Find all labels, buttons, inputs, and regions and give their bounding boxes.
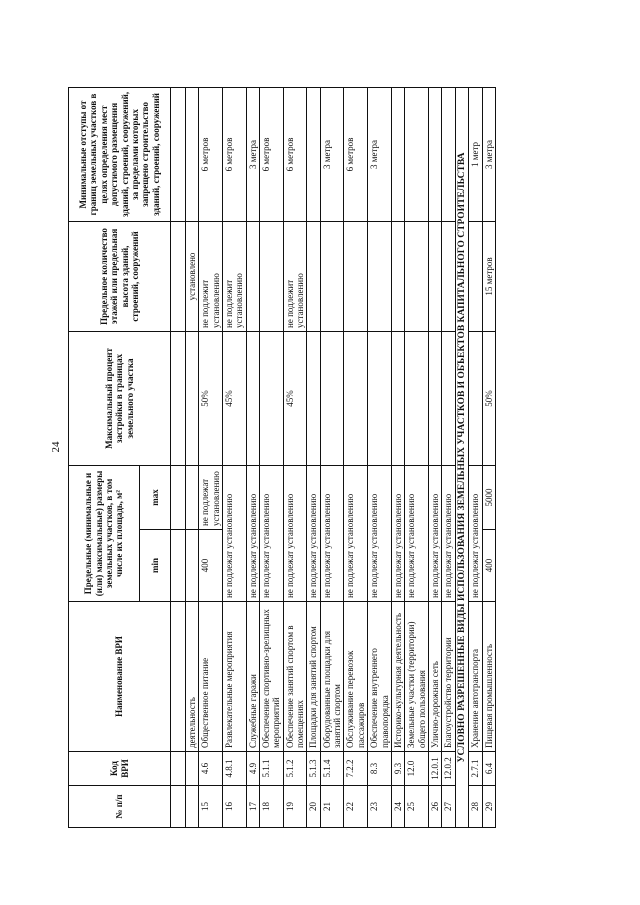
- cell-height: [320, 221, 344, 331]
- cell-setback: 3 метра: [368, 87, 392, 221]
- cell-percent: 45%: [283, 331, 307, 465]
- cell-name: Обеспечение спортивно-зрелищных мероприятий: [260, 602, 284, 752]
- table-row: [320, 87, 344, 827]
- table-row: [405, 87, 429, 827]
- header-percent: Максимальный процент застройки в границах земельного участка: [69, 331, 171, 465]
- cell-max: не подлежат установлению: [199, 465, 223, 529]
- cell-setback: [442, 87, 455, 221]
- cell-min-max: не подлежат установлению: [344, 465, 368, 601]
- cell-min-max: не подлежат установлению: [223, 465, 247, 601]
- cell-percent: [186, 331, 199, 465]
- cell-setback: 3 метра: [482, 87, 495, 221]
- cell-code: 5.1.3: [307, 752, 320, 786]
- cell-max: 5000: [482, 465, 495, 529]
- cell-num: 18: [260, 786, 284, 828]
- cell-name: Служебные гаражи: [246, 602, 259, 752]
- cell-num: 22: [344, 786, 368, 828]
- cell-code: 4.9: [246, 752, 259, 786]
- cell-code: 2.7.1: [469, 752, 482, 786]
- table-row: [482, 87, 495, 827]
- cell-name: Площадки для занятий спортом: [307, 602, 320, 752]
- cell-code: 8.3: [368, 752, 392, 786]
- cell-percent: [442, 331, 455, 465]
- cell-setback: 6 метров: [199, 87, 223, 221]
- cell-num: 24: [391, 786, 404, 828]
- cell-height: [469, 221, 482, 331]
- cell-percent: [320, 331, 344, 465]
- cell-num: 15: [199, 786, 223, 828]
- cell-min-max: не подлежат установлению: [260, 465, 284, 601]
- cell-code: 5.1.4: [320, 752, 344, 786]
- cell-percent: [307, 331, 320, 465]
- cell-height: не подлежит установлению: [283, 221, 307, 331]
- table-row-blank: [171, 87, 186, 827]
- header-code: Код ВРИ: [69, 752, 171, 786]
- cell-percent: 45%: [223, 331, 247, 465]
- cell-min-max: не подлежат установлению: [368, 465, 392, 601]
- table-row: [428, 87, 441, 827]
- cell-height: [246, 221, 259, 331]
- header-setback: Минимальные отступы от границ земельных участков в целях определения мест допустимого размещения зданий, строений, сооружений, за пределами которых запрещено строительство зданий, строений, сооружений: [69, 87, 171, 221]
- table-row: [442, 87, 455, 827]
- cell-num: 17: [246, 786, 259, 828]
- cell-percent: [246, 331, 259, 465]
- cell-code: 4.6: [199, 752, 223, 786]
- table-row: [307, 87, 320, 827]
- section-title: УСЛОВНО РАЗРЕШЕННЫЕ ВИДЫ ИСПОЛЬЗОВАНИЯ ЗЕМЕЛЬНЫХ УЧАСТКОВ И ОБЪЕКТОВ КАПИТАЛЬНОГО СТРОИТЕЛЬСТВА: [455, 87, 469, 827]
- table-row: [199, 87, 223, 827]
- table-row: [260, 87, 284, 827]
- cell-name: Улично-дорожная сеть: [428, 602, 441, 752]
- table-row: [223, 87, 247, 827]
- table-row: [391, 87, 404, 827]
- cell-percent: [469, 331, 482, 465]
- cell-min-max: не подлежат установлению: [320, 465, 344, 601]
- table-row: [368, 87, 392, 827]
- cell-height: [428, 221, 441, 331]
- cell-min: [186, 530, 199, 602]
- cell-num: 19: [283, 786, 307, 828]
- header-name: Наименование ВРИ: [69, 602, 171, 752]
- section-row: [455, 87, 469, 827]
- cell-name: Земельные участки (территории) общего пользования: [405, 602, 429, 752]
- cell-num: 29: [482, 786, 495, 828]
- cell-code: 5.1.2: [283, 752, 307, 786]
- cell-code: 12.0.2: [442, 752, 455, 786]
- cell-code: [186, 752, 199, 786]
- cell-num: 23: [368, 786, 392, 828]
- header-sizes: Предельные (минимальные и (или) максимальные) размеры земельных участков, в том числе их площадь, м²: [69, 465, 140, 601]
- cell-name: Обеспечение занятий спортом в помещениях: [283, 602, 307, 752]
- cell-name: Общественное питание: [199, 602, 223, 752]
- cell-percent: [368, 331, 392, 465]
- header-min: min: [140, 530, 171, 602]
- rotated-table-container: [68, 88, 588, 828]
- cell-percent: 50%: [199, 331, 223, 465]
- cell-num: 27: [442, 786, 455, 828]
- cell-setback: [391, 87, 404, 221]
- cell-num: [186, 786, 199, 828]
- header-num: № п/п: [69, 786, 171, 828]
- cell-setback: 3 метра: [320, 87, 344, 221]
- cell-height: [391, 221, 404, 331]
- cell-height: установлено: [186, 221, 199, 331]
- cell-setback: [428, 87, 441, 221]
- cell-num: 21: [320, 786, 344, 828]
- cell-setback: 3 метра: [246, 87, 259, 221]
- cell-code: 12.0.1: [428, 752, 441, 786]
- header-height: Предельное количество этажей или предельная высота зданий, строений, сооружений: [69, 221, 171, 331]
- cell-min-max: не подлежат установлению: [469, 465, 482, 601]
- cell-setback: 6 метров: [344, 87, 368, 221]
- cell-height: не подлежит установлению: [223, 221, 247, 331]
- cell-min: 400: [482, 530, 495, 602]
- cell-min-max: не подлежат установлению: [307, 465, 320, 601]
- cell-height: [260, 221, 284, 331]
- cell-code: 7.2.2: [344, 752, 368, 786]
- cell-name: Историко-культурная деятельность: [391, 602, 404, 752]
- cell-setback: 1 метр: [469, 87, 482, 221]
- cell-num: 16: [223, 786, 247, 828]
- cell-code: 12.0: [405, 752, 429, 786]
- cell-setback: [405, 87, 429, 221]
- cell-percent: [260, 331, 284, 465]
- cell-setback: [186, 87, 199, 221]
- table-row: [469, 87, 482, 827]
- cell-code: 6.4: [482, 752, 495, 786]
- cell-name: Хранение автотранспорта: [469, 602, 482, 752]
- cell-min: 400: [199, 530, 223, 602]
- cell-percent: [344, 331, 368, 465]
- cell-min-max: не подлежат установлению: [405, 465, 429, 601]
- cell-percent: [428, 331, 441, 465]
- cell-height: [307, 221, 320, 331]
- table-row: [246, 87, 259, 827]
- cell-height: 15 метров: [482, 221, 495, 331]
- cell-name: Обслуживание перевозок пассажиров: [344, 602, 368, 752]
- cell-percent: 50%: [482, 331, 495, 465]
- cell-percent: [405, 331, 429, 465]
- cell-max: [186, 465, 199, 529]
- cell-setback: 6 метров: [223, 87, 247, 221]
- cell-name: Благоустройство территории: [442, 602, 455, 752]
- cell-name: Обеспечение внутреннего правопорядка: [368, 602, 392, 752]
- cell-height: [405, 221, 429, 331]
- cell-name: Развлекательные мероприятия: [223, 602, 247, 752]
- cell-min-max: не подлежат установлению: [391, 465, 404, 601]
- cell-num: 20: [307, 786, 320, 828]
- cell-height: [442, 221, 455, 331]
- table-row: [186, 87, 199, 827]
- cell-height: [368, 221, 392, 331]
- cell-num: 28: [469, 786, 482, 828]
- page-number: 24: [50, 441, 62, 453]
- cell-min-max: не подлежат установлению: [428, 465, 441, 601]
- cell-percent: [391, 331, 404, 465]
- cell-code: 4.8.1: [223, 752, 247, 786]
- regulations-table: [68, 87, 496, 828]
- table-body: [171, 87, 496, 827]
- cell-name: Оборудованные площадки для занятий спортом: [320, 602, 344, 752]
- cell-min-max: не подлежат установлению: [246, 465, 259, 601]
- cell-name: деятельность: [186, 602, 199, 752]
- header-max: max: [140, 465, 171, 529]
- table-row: [283, 87, 307, 827]
- cell-num: 26: [428, 786, 441, 828]
- cell-height: [344, 221, 368, 331]
- table-row: [344, 87, 368, 827]
- cell-code: 5.1.1: [260, 752, 284, 786]
- cell-setback: [307, 87, 320, 221]
- cell-code: 9.3: [391, 752, 404, 786]
- cell-setback: 6 метров: [283, 87, 307, 221]
- cell-height: не подлежит установлению: [199, 221, 223, 331]
- cell-name: Пищевая промышленность: [482, 602, 495, 752]
- cell-num: 25: [405, 786, 429, 828]
- cell-min-max: не подлежат установлению: [283, 465, 307, 601]
- cell-setback: 6 метров: [260, 87, 284, 221]
- cell-min-max: не подлежат установлению: [442, 465, 455, 601]
